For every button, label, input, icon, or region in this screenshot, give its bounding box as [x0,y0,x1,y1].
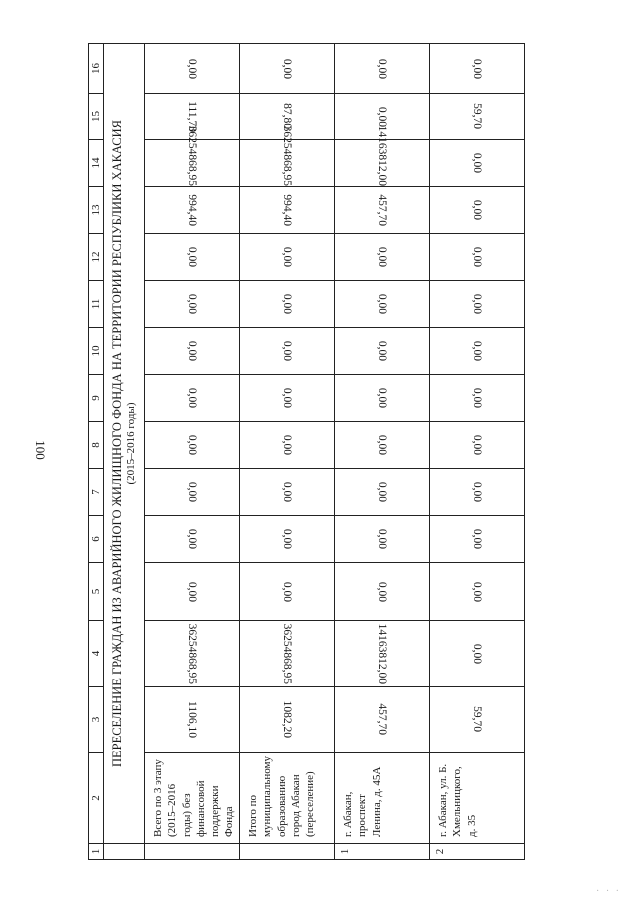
cell-value: 994,40 [281,194,293,226]
value-cell [240,234,335,281]
value-cell [240,621,335,687]
value-cell [335,422,430,469]
cell-value: 0,00 [281,246,293,268]
cell-value: 87,80 [281,103,293,130]
value-cell [335,125,430,187]
value-cell [240,328,335,375]
scan-marks: · · · [596,886,621,897]
value-cell [430,375,525,422]
cell-value: 59,70 [471,103,483,130]
row-index: 1 [335,844,430,860]
cell-value: 36254868,95 [186,623,198,684]
value-cell [335,563,430,621]
row-name: Итого по муниципальному образованию город Абакан (переселение) [240,753,335,844]
cell-value: 0,00 [471,581,483,602]
value-cell [145,187,240,234]
cell-value: 14163812,00 [376,623,388,684]
cell-value: 14163812,00 [376,125,388,186]
value-cell [430,187,525,234]
value-cell [240,563,335,621]
cell-value: 36254868,95 [186,125,198,186]
cell-value: 36254868,95 [281,125,293,186]
value-cell [240,422,335,469]
column-number: 11 [89,281,104,328]
value-cell [145,44,240,94]
value-cell [430,140,525,187]
cell-value: 0,00 [471,199,483,221]
value-cell [145,281,240,328]
value-cell [430,94,525,140]
row-name: г. Абакан, ул. Б. Хмельницкого, д. 35 [430,753,525,844]
table-row [240,44,335,860]
value-cell [335,187,430,234]
cell-value: 0,00 [281,58,293,79]
value-cell [430,687,525,753]
section-title-row [104,44,145,860]
cell-value: 0,00 [471,293,483,315]
cell-value: 0,00 [186,58,198,79]
column-number: 15 [89,94,104,140]
cell-value: 0,00 [281,387,293,409]
cell-value: 0,00 [186,434,198,456]
section-subtitle: (2015–2016 годы) [124,402,137,485]
cell-value: 0,00 [186,293,198,315]
value-cell [335,621,430,687]
row-name: Всего по 3 этапу (2015–2016 годы) без финансовой поддержки Фонда [145,753,240,844]
cell-value: 36254868,95 [281,623,293,684]
cell-value: 0,00 [471,246,483,268]
cell-value: 0,00 [376,387,388,409]
cell-value: 0,00 [471,481,483,503]
cell-value: 0,00 [376,481,388,503]
value-cell [335,469,430,516]
value-cell [335,234,430,281]
column-number: 6 [89,516,104,563]
cell-value: 0,00 [376,434,388,456]
value-cell [430,44,525,94]
value-cell [240,469,335,516]
row-name: г. Абакан, проспект Ленина, д. 45А [335,753,430,844]
value-cell [240,516,335,563]
value-cell [335,516,430,563]
value-cell [145,621,240,687]
cell-value: 0,00 [186,340,198,362]
title-row-index-cell [104,844,145,860]
value-cell [240,281,335,328]
cell-value: 0,00 [471,387,483,409]
cell-value: 0,00 [281,481,293,503]
cell-value: 457,70 [376,703,388,736]
value-cell [145,234,240,281]
value-cell [430,563,525,621]
cell-value: 0,00 [376,293,388,315]
column-number: 13 [89,187,104,234]
cell-value: 111,70 [186,101,198,132]
cell-value: 0,00 [376,106,388,127]
cell-value: 0,00 [376,58,388,79]
cell-value: 0,00 [376,246,388,268]
value-cell [335,44,430,94]
cell-value: 59,70 [471,706,483,733]
cell-value: 0,00 [471,643,483,664]
cell-value: 0,00 [186,481,198,503]
value-cell [145,469,240,516]
value-cell [430,328,525,375]
value-cell [145,422,240,469]
column-number: 9 [89,375,104,422]
cell-value: 0,00 [471,58,483,79]
value-cell [430,234,525,281]
cell-value: 0,00 [471,434,483,456]
value-cell [145,563,240,621]
value-cell [335,687,430,753]
column-number: 3 [89,687,104,753]
value-cell [240,125,335,187]
cell-value: 0,00 [376,528,388,550]
rotated-table-container [88,60,498,860]
cell-value: 0,00 [376,581,388,602]
cell-value: 0,00 [281,581,293,602]
value-cell [240,687,335,753]
column-number: 2 [89,753,104,844]
cell-value: 1106,10 [186,701,198,738]
cell-value: 0,00 [281,340,293,362]
column-number: 10 [89,328,104,375]
value-cell [145,687,240,753]
value-cell [145,375,240,422]
cell-value: 994,40 [186,194,198,226]
cell-value: 0,00 [471,340,483,362]
cell-value: 0,00 [376,340,388,362]
cell-value: 0,00 [471,528,483,550]
value-cell [430,516,525,563]
value-cell [335,328,430,375]
column-number: 8 [89,422,104,469]
column-number: 16 [89,44,104,94]
resettlement-table [88,43,525,860]
cell-value: 457,70 [376,194,388,226]
value-cell [145,516,240,563]
column-number-row [89,44,104,860]
value-cell [430,469,525,516]
table-body [89,44,525,860]
cell-value: 0,00 [186,387,198,409]
value-cell [240,375,335,422]
value-cell [430,422,525,469]
row-index [240,844,335,860]
value-cell [145,125,240,187]
section-title: ПЕРЕСЕЛЕНИЕ ГРАЖДАН ИЗ АВАРИЙНОГО ЖИЛИЩНОГО ФОНДА НА ТЕРРИТОРИИ РЕСПУБЛИКИ ХАКАСИЯ [110,119,125,768]
page-number: 100 [33,440,48,460]
value-cell [430,281,525,328]
column-number: 12 [89,234,104,281]
section-title-cell [104,44,145,844]
cell-value: 0,00 [281,293,293,315]
value-cell [240,44,335,94]
row-index [145,844,240,860]
value-cell [430,621,525,687]
column-number: 7 [89,469,104,516]
cell-value: 0,00 [281,528,293,550]
column-number: 14 [89,140,104,187]
cell-value: 0,00 [186,581,198,602]
table-row [335,44,430,860]
table-row [145,44,240,860]
column-number: 1 [89,844,104,860]
value-cell [145,328,240,375]
row-index: 2 [430,844,525,860]
value-cell [240,187,335,234]
column-number: 4 [89,621,104,687]
cell-value: 0,00 [186,528,198,550]
cell-value: 0,00 [281,434,293,456]
column-number: 5 [89,563,104,621]
cell-value: 1082,20 [281,700,293,739]
table-row [430,44,525,860]
value-cell [335,281,430,328]
cell-value: 0,00 [471,152,483,174]
value-cell [335,375,430,422]
cell-value: 0,00 [186,246,198,268]
